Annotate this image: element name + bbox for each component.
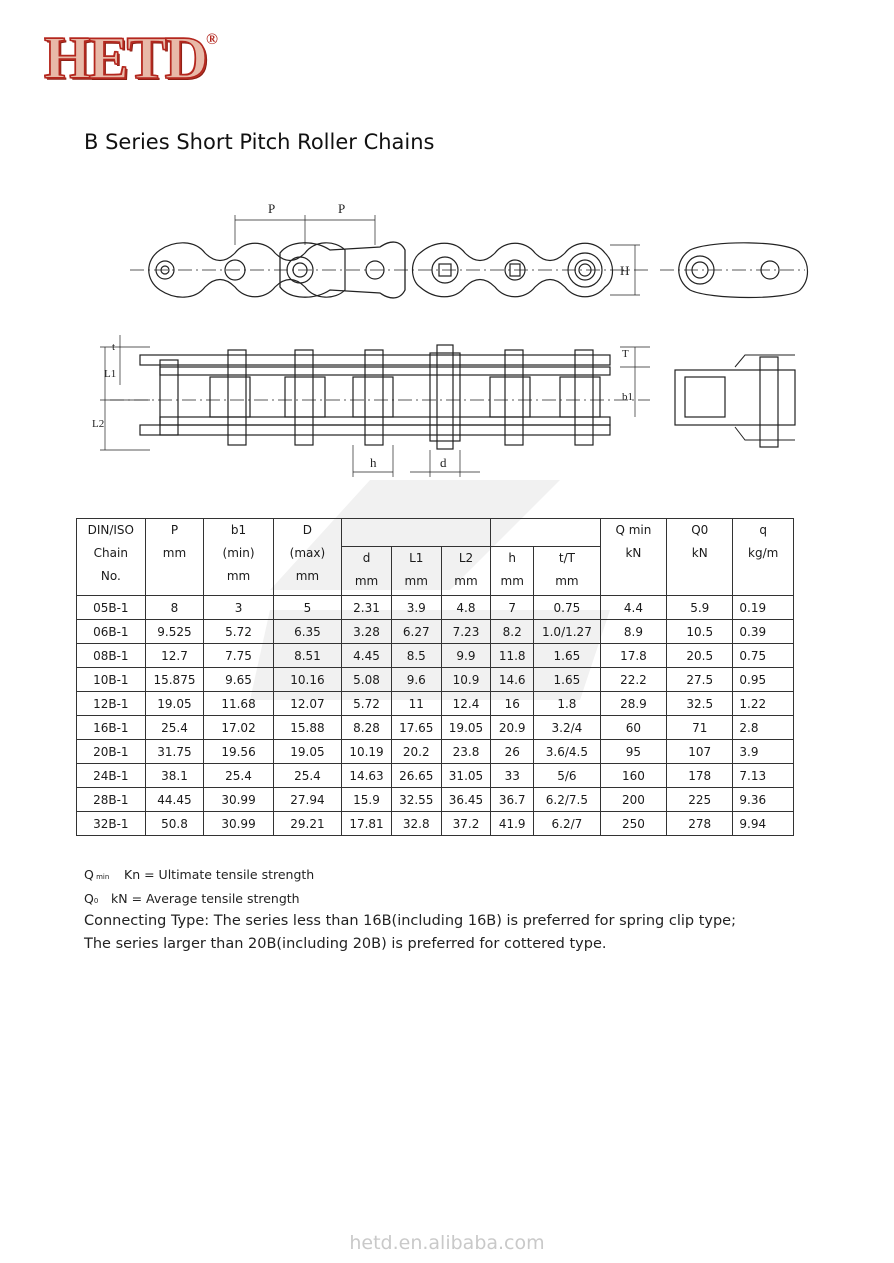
table-cell: 1.65 [534, 644, 601, 668]
table-cell: 9.525 [145, 620, 204, 644]
table-cell: 12.4 [441, 692, 491, 716]
table-cell: 200 [600, 788, 666, 812]
table-cell: 28B-1 [77, 788, 146, 812]
pitch-label-1: P [268, 201, 276, 216]
table-cell: 20.9 [491, 716, 534, 740]
table-cell: 10.5 [667, 620, 733, 644]
table-cell: 26 [491, 740, 534, 764]
table-cell: 7.23 [441, 620, 491, 644]
table-cell: 12.7 [145, 644, 204, 668]
table-cell: 4.8 [441, 596, 491, 620]
table-cell: 33 [491, 764, 534, 788]
header-p: P mm [145, 519, 204, 596]
table-cell: 178 [667, 764, 733, 788]
table-cell: 06B-1 [77, 620, 146, 644]
table-cell: 9.6 [391, 668, 441, 692]
table-row [77, 692, 794, 716]
footer-url: hetd.en.alibaba.com [349, 1232, 545, 1254]
table-cell: 278 [667, 812, 733, 836]
table-cell: 225 [667, 788, 733, 812]
table-row [77, 740, 794, 764]
spec-table-body [77, 596, 794, 836]
table-cell: 25.4 [145, 716, 204, 740]
table-cell: 3.28 [342, 620, 392, 644]
d-label: d [440, 455, 447, 470]
table-cell: 24B-1 [77, 764, 146, 788]
table-cell: 2.31 [342, 596, 392, 620]
table-cell: 27.94 [273, 788, 341, 812]
table-cell: 08B-1 [77, 644, 146, 668]
connecting-type-line-1: Connecting Type: The series less than 16B(including 16B) is preferred for spring clip type; [84, 913, 736, 929]
table-row [77, 812, 794, 836]
table-cell: 4.4 [600, 596, 666, 620]
spec-table [76, 518, 794, 836]
header-L2: L2 mm [441, 547, 491, 596]
table-cell: 9.65 [204, 668, 273, 692]
h-label: h [370, 455, 377, 470]
header-d: d mm [342, 547, 392, 596]
table-cell: 7.75 [204, 644, 273, 668]
pitch-label-2: P [338, 201, 346, 216]
table-cell: 05B-1 [77, 596, 146, 620]
header-qmin: Q min kN [600, 519, 666, 596]
table-cell: 16 [491, 692, 534, 716]
table-cell: 250 [600, 812, 666, 836]
header-q: q kg/m [733, 519, 794, 596]
table-cell: 3.6/4.5 [534, 740, 601, 764]
table-cell: 3.2/4 [534, 716, 601, 740]
header-tT: t/T mm [534, 547, 601, 596]
table-cell: 5.72 [342, 692, 392, 716]
table-cell: 11.68 [204, 692, 273, 716]
table-cell: 0.19 [733, 596, 794, 620]
notes [84, 862, 736, 956]
table-cell: 37.2 [441, 812, 491, 836]
table-cell: 31.75 [145, 740, 204, 764]
table-row [77, 596, 794, 620]
table-cell: 19.05 [145, 692, 204, 716]
table-cell: 16B-1 [77, 716, 146, 740]
table-cell: 28.9 [600, 692, 666, 716]
header-b1: b1 (min) mm [204, 519, 273, 596]
table-cell: 1.22 [733, 692, 794, 716]
table-cell: 44.45 [145, 788, 204, 812]
table-cell: 22.2 [600, 668, 666, 692]
table-cell: 20.5 [667, 644, 733, 668]
table-cell: 5 [273, 596, 341, 620]
table-cell: 38.1 [145, 764, 204, 788]
table-cell: 3.9 [391, 596, 441, 620]
table-cell: 20B-1 [77, 740, 146, 764]
L2-label: L2 [92, 418, 105, 430]
table-cell: 8 [145, 596, 204, 620]
table-cell: 23.8 [441, 740, 491, 764]
table-cell: 32.55 [391, 788, 441, 812]
table-cell: 30.99 [204, 812, 273, 836]
table-cell: 71 [667, 716, 733, 740]
table-cell: 11 [391, 692, 441, 716]
table-cell: 25.4 [273, 764, 341, 788]
table-cell: 95 [600, 740, 666, 764]
table-cell: 1.65 [534, 668, 601, 692]
table-cell: 10.16 [273, 668, 341, 692]
table-cell: 6.27 [391, 620, 441, 644]
page-title: B Series Short Pitch Roller Chains [84, 130, 435, 154]
hetd-logo: HETD® [44, 25, 216, 91]
header-chain: DIN/ISO Chain No. [77, 519, 146, 596]
table-cell: 32.8 [391, 812, 441, 836]
table-cell: 2.8 [733, 716, 794, 740]
b1-label: b1 [622, 391, 633, 403]
table-cell: 0.39 [733, 620, 794, 644]
table-cell: 6.2/7 [534, 812, 601, 836]
table-cell: 36.7 [491, 788, 534, 812]
table-cell: 9.36 [733, 788, 794, 812]
table-cell: 8.2 [491, 620, 534, 644]
table-row [77, 620, 794, 644]
table-cell: 8.51 [273, 644, 341, 668]
table-cell: 60 [600, 716, 666, 740]
header-group-2 [491, 519, 600, 547]
table-cell: 11.8 [491, 644, 534, 668]
note-qmin: Q min Kn = Ultimate tensile strength [84, 866, 315, 882]
table-cell: 12.07 [273, 692, 341, 716]
note-q0: Q0 kN = Average tensile strength [84, 890, 300, 906]
table-cell: 7.13 [733, 764, 794, 788]
L1-label: L1 [104, 368, 117, 380]
table-cell: 14.63 [342, 764, 392, 788]
table-cell: 36.45 [441, 788, 491, 812]
table-row [77, 668, 794, 692]
table-row [77, 788, 794, 812]
T-label: T [622, 348, 629, 360]
table-cell: 41.9 [491, 812, 534, 836]
table-row [77, 764, 794, 788]
table-cell: 25.4 [204, 764, 273, 788]
table-cell: 0.75 [733, 644, 794, 668]
table-cell: 3 [204, 596, 273, 620]
table-cell: 3.9 [733, 740, 794, 764]
table-cell: 19.05 [273, 740, 341, 764]
table-cell: 5.72 [204, 620, 273, 644]
table-cell: 19.05 [441, 716, 491, 740]
table-cell: 1.8 [534, 692, 601, 716]
header-h: h mm [491, 547, 534, 596]
table-cell: 9.9 [441, 644, 491, 668]
table-cell: 107 [667, 740, 733, 764]
table-cell: 20.2 [391, 740, 441, 764]
height-label: H [620, 263, 630, 278]
table-cell: 8.28 [342, 716, 392, 740]
table-cell: 17.02 [204, 716, 273, 740]
table-cell: 7 [491, 596, 534, 620]
table-cell: 15.88 [273, 716, 341, 740]
header-group-1 [342, 519, 491, 547]
table-cell: 29.21 [273, 812, 341, 836]
table-cell: 32.5 [667, 692, 733, 716]
table-cell: 12B-1 [77, 692, 146, 716]
table-cell: 31.05 [441, 764, 491, 788]
table-cell: 5.08 [342, 668, 392, 692]
table-cell: 6.2/7.5 [534, 788, 601, 812]
table-cell: 9.94 [733, 812, 794, 836]
table-cell: 10.9 [441, 668, 491, 692]
header-D: D (max) mm [273, 519, 341, 596]
chain-technical-drawing [90, 195, 810, 485]
table-cell: 26.65 [391, 764, 441, 788]
table-cell: 30.99 [204, 788, 273, 812]
table-cell: 0.95 [733, 668, 794, 692]
table-cell: 160 [600, 764, 666, 788]
table-row [77, 716, 794, 740]
table-cell: 50.8 [145, 812, 204, 836]
table-cell: 14.6 [491, 668, 534, 692]
table-cell: 17.81 [342, 812, 392, 836]
table-cell: 5/6 [534, 764, 601, 788]
table-row [77, 644, 794, 668]
table-cell: 1.0/1.27 [534, 620, 601, 644]
connecting-type-line-2: The series larger than 20B(including 20B) is preferred for cottered type. [84, 936, 607, 952]
table-cell: 15.875 [145, 668, 204, 692]
table-cell: 10B-1 [77, 668, 146, 692]
table-cell: 27.5 [667, 668, 733, 692]
table-cell: 19.56 [204, 740, 273, 764]
table-cell: 6.35 [273, 620, 341, 644]
header-q0: Q0 kN [667, 519, 733, 596]
table-cell: 8.9 [600, 620, 666, 644]
t-label: t [112, 341, 116, 353]
table-cell: 10.19 [342, 740, 392, 764]
table-cell: 17.8 [600, 644, 666, 668]
table-cell: 17.65 [391, 716, 441, 740]
table-cell: 4.45 [342, 644, 392, 668]
table-cell: 8.5 [391, 644, 441, 668]
table-cell: 5.9 [667, 596, 733, 620]
table-cell: 0.75 [534, 596, 601, 620]
table-cell: 32B-1 [77, 812, 146, 836]
header-L1: L1 mm [391, 547, 441, 596]
table-cell: 15.9 [342, 788, 392, 812]
